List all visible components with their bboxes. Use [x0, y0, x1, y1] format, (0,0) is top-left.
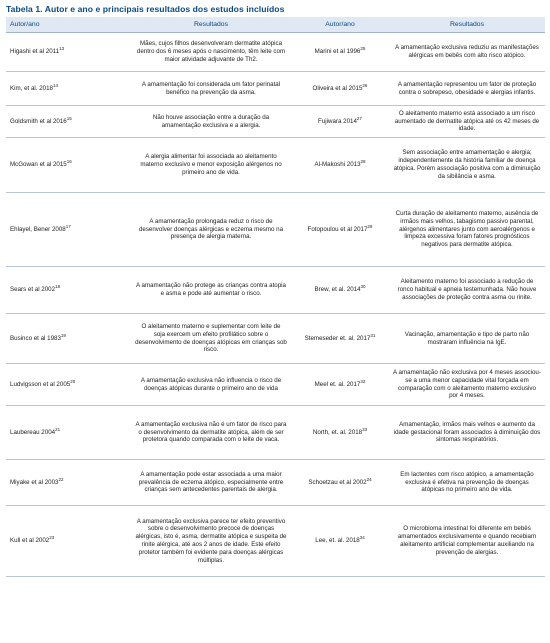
author-left-cell — [6, 33, 131, 72]
result-right-cell: A amamentação representou um fator de proteção contra o sobrepeso, obesidade e alergias infantis. — [389, 72, 545, 106]
author-right-cell-name: Schoetzau et al 2002 — [308, 478, 367, 486]
author-left-cell — [6, 314, 131, 364]
author-left-cell-name: McGowan et al 2015 — [10, 161, 67, 169]
table-row — [6, 106, 545, 138]
author-right-cell-reference: 28 — [360, 159, 366, 165]
table-row — [6, 314, 545, 364]
author-right-cell-reference: 30 — [360, 284, 366, 290]
author-right-cell-reference: 24 — [366, 476, 372, 482]
result-right-cell: Curta duração de aleitamento materno, ausência de irmãos mais velhos, tabagismo passivo parental, alérgenos alimentares junto com aeroalérgenos e limpeza excessiva foram fatores prognósticos negativos para dermatite atópica. — [389, 193, 545, 267]
author-left-cell-reference: 15 — [66, 115, 72, 121]
result-right-cell: Em lactentes com risco atópico, a amamentação exclusiva é efetiva na prevenção de doenças atópicas no primeiro ano de vida. — [389, 460, 545, 506]
author-left-cell-name: Ehlayel, Bener 2008 — [10, 225, 66, 233]
author-left-cell-name: Kull et al 2002 — [10, 537, 50, 545]
author-left-cell — [6, 267, 131, 314]
table-row — [6, 33, 545, 72]
result-right-cell: O aleitamento materno está associado a um risco aumentado de dermatite atópica até os 42 meses de idade. — [389, 106, 545, 138]
header-author-right: Autor/ano — [291, 17, 389, 33]
author-right-cell — [291, 364, 389, 406]
author-left-cell-reference: 17 — [65, 223, 71, 229]
results-table — [6, 17, 545, 577]
result-left-cell: O aleitamento materno e suplementar com leite de soja exercem um efeito profilático sobre o desenvolvimento de doenças atópicas em crianças sob risco. — [131, 314, 291, 364]
author-left-cell — [6, 72, 131, 106]
author-right-cell — [291, 72, 389, 106]
author-right-cell — [291, 460, 389, 506]
author-right-cell-name: Al-Makoshi 2013 — [314, 161, 361, 169]
author-right-cell-reference: 33 — [362, 426, 368, 432]
author-right-cell — [291, 314, 389, 364]
author-right-cell-reference: 26 — [362, 82, 368, 88]
result-right-cell: A amamentação não exclusiva por 4 meses associou-se a uma menor capacidade vital forçada em comparação com o aleitamento materno exclusivo por 4 meses. — [389, 364, 545, 406]
result-left-cell: Não houve associação entre a duração da amamentação exclusiva e a alergia. — [131, 106, 291, 138]
author-right-cell-reference: 31 — [370, 332, 376, 338]
author-right-cell-reference: 34 — [359, 535, 365, 541]
author-right-cell-reference: 32 — [360, 378, 366, 384]
author-left-cell — [6, 364, 131, 406]
author-left-cell-name: Sears et al 2002 — [10, 286, 56, 294]
author-right-cell — [291, 106, 389, 138]
author-right-cell-name: Oliveira et al 2015 — [312, 84, 363, 92]
result-left-cell: A amamentação foi considerada um fator perinatal benéfico na prevenção da asma. — [131, 72, 291, 106]
author-right-cell-name: Lee, et. al. 2018 — [315, 537, 360, 545]
table-row — [6, 506, 545, 577]
author-left-cell-reference: 20 — [70, 378, 76, 384]
author-left-cell-reference: 22 — [58, 476, 64, 482]
author-left-cell — [6, 460, 131, 506]
result-left-cell: A amamentação prolongada reduz o risco de desenvolver doenças alérgicas e eczema mesmo na presença de alergia materna. — [131, 193, 291, 267]
result-right-cell: Vacinação, amamentação e tipo de parto não mostraram influência na IgE. — [389, 314, 545, 364]
author-left-cell-name: Laubereau 2004 — [10, 428, 56, 436]
table-header-row — [6, 17, 545, 33]
author-left-cell-reference: 18 — [55, 284, 61, 290]
header-results-left: Resultados — [131, 17, 291, 33]
result-right-cell: A amamentação exclusiva reduziu as manifestações alérgicas em bebês com alto risco atópico. — [389, 33, 545, 72]
result-left-cell: A alergia alimentar foi associada ao aleitamento materno exclusivo e menor exposição alérgenos no primeiro ano de vida. — [131, 138, 291, 193]
author-left-cell — [6, 138, 131, 193]
author-right-cell — [291, 406, 389, 460]
result-right-cell: Aleitamento materno foi associado a redução de ronco habitual e apneia testemunhada. Não houve associações de proteção contra asma ou rinite. — [389, 267, 545, 314]
author-right-cell-name: Stemeseder et. al. 2017 — [304, 334, 371, 342]
table-row — [6, 138, 545, 193]
table-row — [6, 364, 545, 406]
author-left-cell-name: Higashi et al 2011 — [10, 48, 60, 56]
table-row — [6, 460, 545, 506]
result-right-cell: Sem associação entre amamentação e alergia; independentemente da história familiar de doença atópica. Porém associação positiva com a diminuição da sibilância e asma. — [389, 138, 545, 193]
result-right-cell: O microbioma intestinal foi diferente em bebês amamentados exclusivamente e quando recebiam aleitamento artificial complementar auxiliando na prevenção de alergias. — [389, 506, 545, 577]
result-left-cell: A amamentação pode estar associada a uma maior prevalência de eczema atópico, especialmente entre crianças sem antecedentes parentais de alergia. — [131, 460, 291, 506]
author-right-cell — [291, 267, 389, 314]
result-left-cell: A amamentação exclusiva parece ter efeito preventivo sobre o desenvolvimento precoce de doenças alérgicas, isto é, asma, dermatite atópica e suspeita de rinite alérgica, até aos 2 anos de idade. Este efeito protetor também foi evidente para doenças alérgicas múltiplas. — [131, 506, 291, 577]
author-left-cell — [6, 193, 131, 267]
author-right-cell-name: Fujiwara 2014 — [318, 117, 357, 125]
author-right-cell-name: Meel et. al. 2017 — [314, 380, 361, 388]
author-left-cell-reference: 16 — [66, 159, 72, 165]
header-results-right: Resultados — [389, 17, 545, 33]
author-right-cell-name: Brew, et al. 2014 — [314, 286, 361, 294]
author-left-cell-name: Kim, et al. 2018 — [10, 84, 53, 92]
author-right-cell-reference: 29 — [367, 223, 373, 229]
author-right-cell — [291, 193, 389, 267]
result-left-cell: A amamentação exclusiva não é um fator de risco para o desenvolvimento da dermatite atópica, além de ser protetora quando comparada com o leite de vaca. — [131, 406, 291, 460]
author-right-cell-name: Marini et al 1996 — [314, 48, 361, 56]
header-author-left: Autor/ano — [6, 17, 131, 33]
author-left-cell-reference: 13 — [59, 46, 65, 52]
author-left-cell-name: Goldsmith et al 2016 — [10, 117, 67, 125]
table-row — [6, 72, 545, 106]
author-right-cell — [291, 33, 389, 72]
author-right-cell-reference: 25 — [360, 46, 366, 52]
author-left-cell-reference: 14 — [53, 82, 59, 88]
table-row — [6, 267, 545, 314]
author-left-cell — [6, 406, 131, 460]
table-body — [6, 33, 545, 577]
author-right-cell — [291, 138, 389, 193]
table-row — [6, 193, 545, 267]
result-left-cell: A amamentação não protege as crianças contra atopia e asma e pode até aumentar o risco. — [131, 267, 291, 314]
author-left-cell-name: Businco et al 1983 — [10, 334, 61, 342]
author-right-cell-name: Fotopoulou et al 2017 — [307, 225, 368, 233]
author-right-cell-name: North, et. al. 2018 — [312, 428, 363, 436]
result-left-cell: A amamentação exclusiva não influencia o risco de doenças atópicas durante o primeiro ano de vida — [131, 364, 291, 406]
result-left-cell: Mães, cujos filhos desenvolveram dermatite atópica dentro dos 6 meses após o nascimento, têm leite com maior atividade adjuvante de Th2. — [131, 33, 291, 72]
table-caption: Tabela 1. Autor e ano e principais resultados dos estudos incluídos — [6, 4, 285, 14]
author-right-cell-reference: 27 — [356, 115, 362, 121]
author-right-cell — [291, 506, 389, 577]
result-right-cell: Amamentação, irmãos mais velhos e aumento da idade gestacional foram associados à diminuição dos sintomas respiratórios. — [389, 406, 545, 460]
author-left-cell — [6, 506, 131, 577]
author-left-cell-reference: 21 — [55, 426, 61, 432]
author-left-cell-reference: 19 — [60, 332, 66, 338]
author-left-cell — [6, 106, 131, 138]
author-left-cell-name: Miyake et al 2003 — [10, 478, 59, 486]
table-row — [6, 406, 545, 460]
author-left-cell-reference: 23 — [49, 535, 55, 541]
author-left-cell-name: Ludvigsson et al 2005 — [10, 380, 71, 388]
